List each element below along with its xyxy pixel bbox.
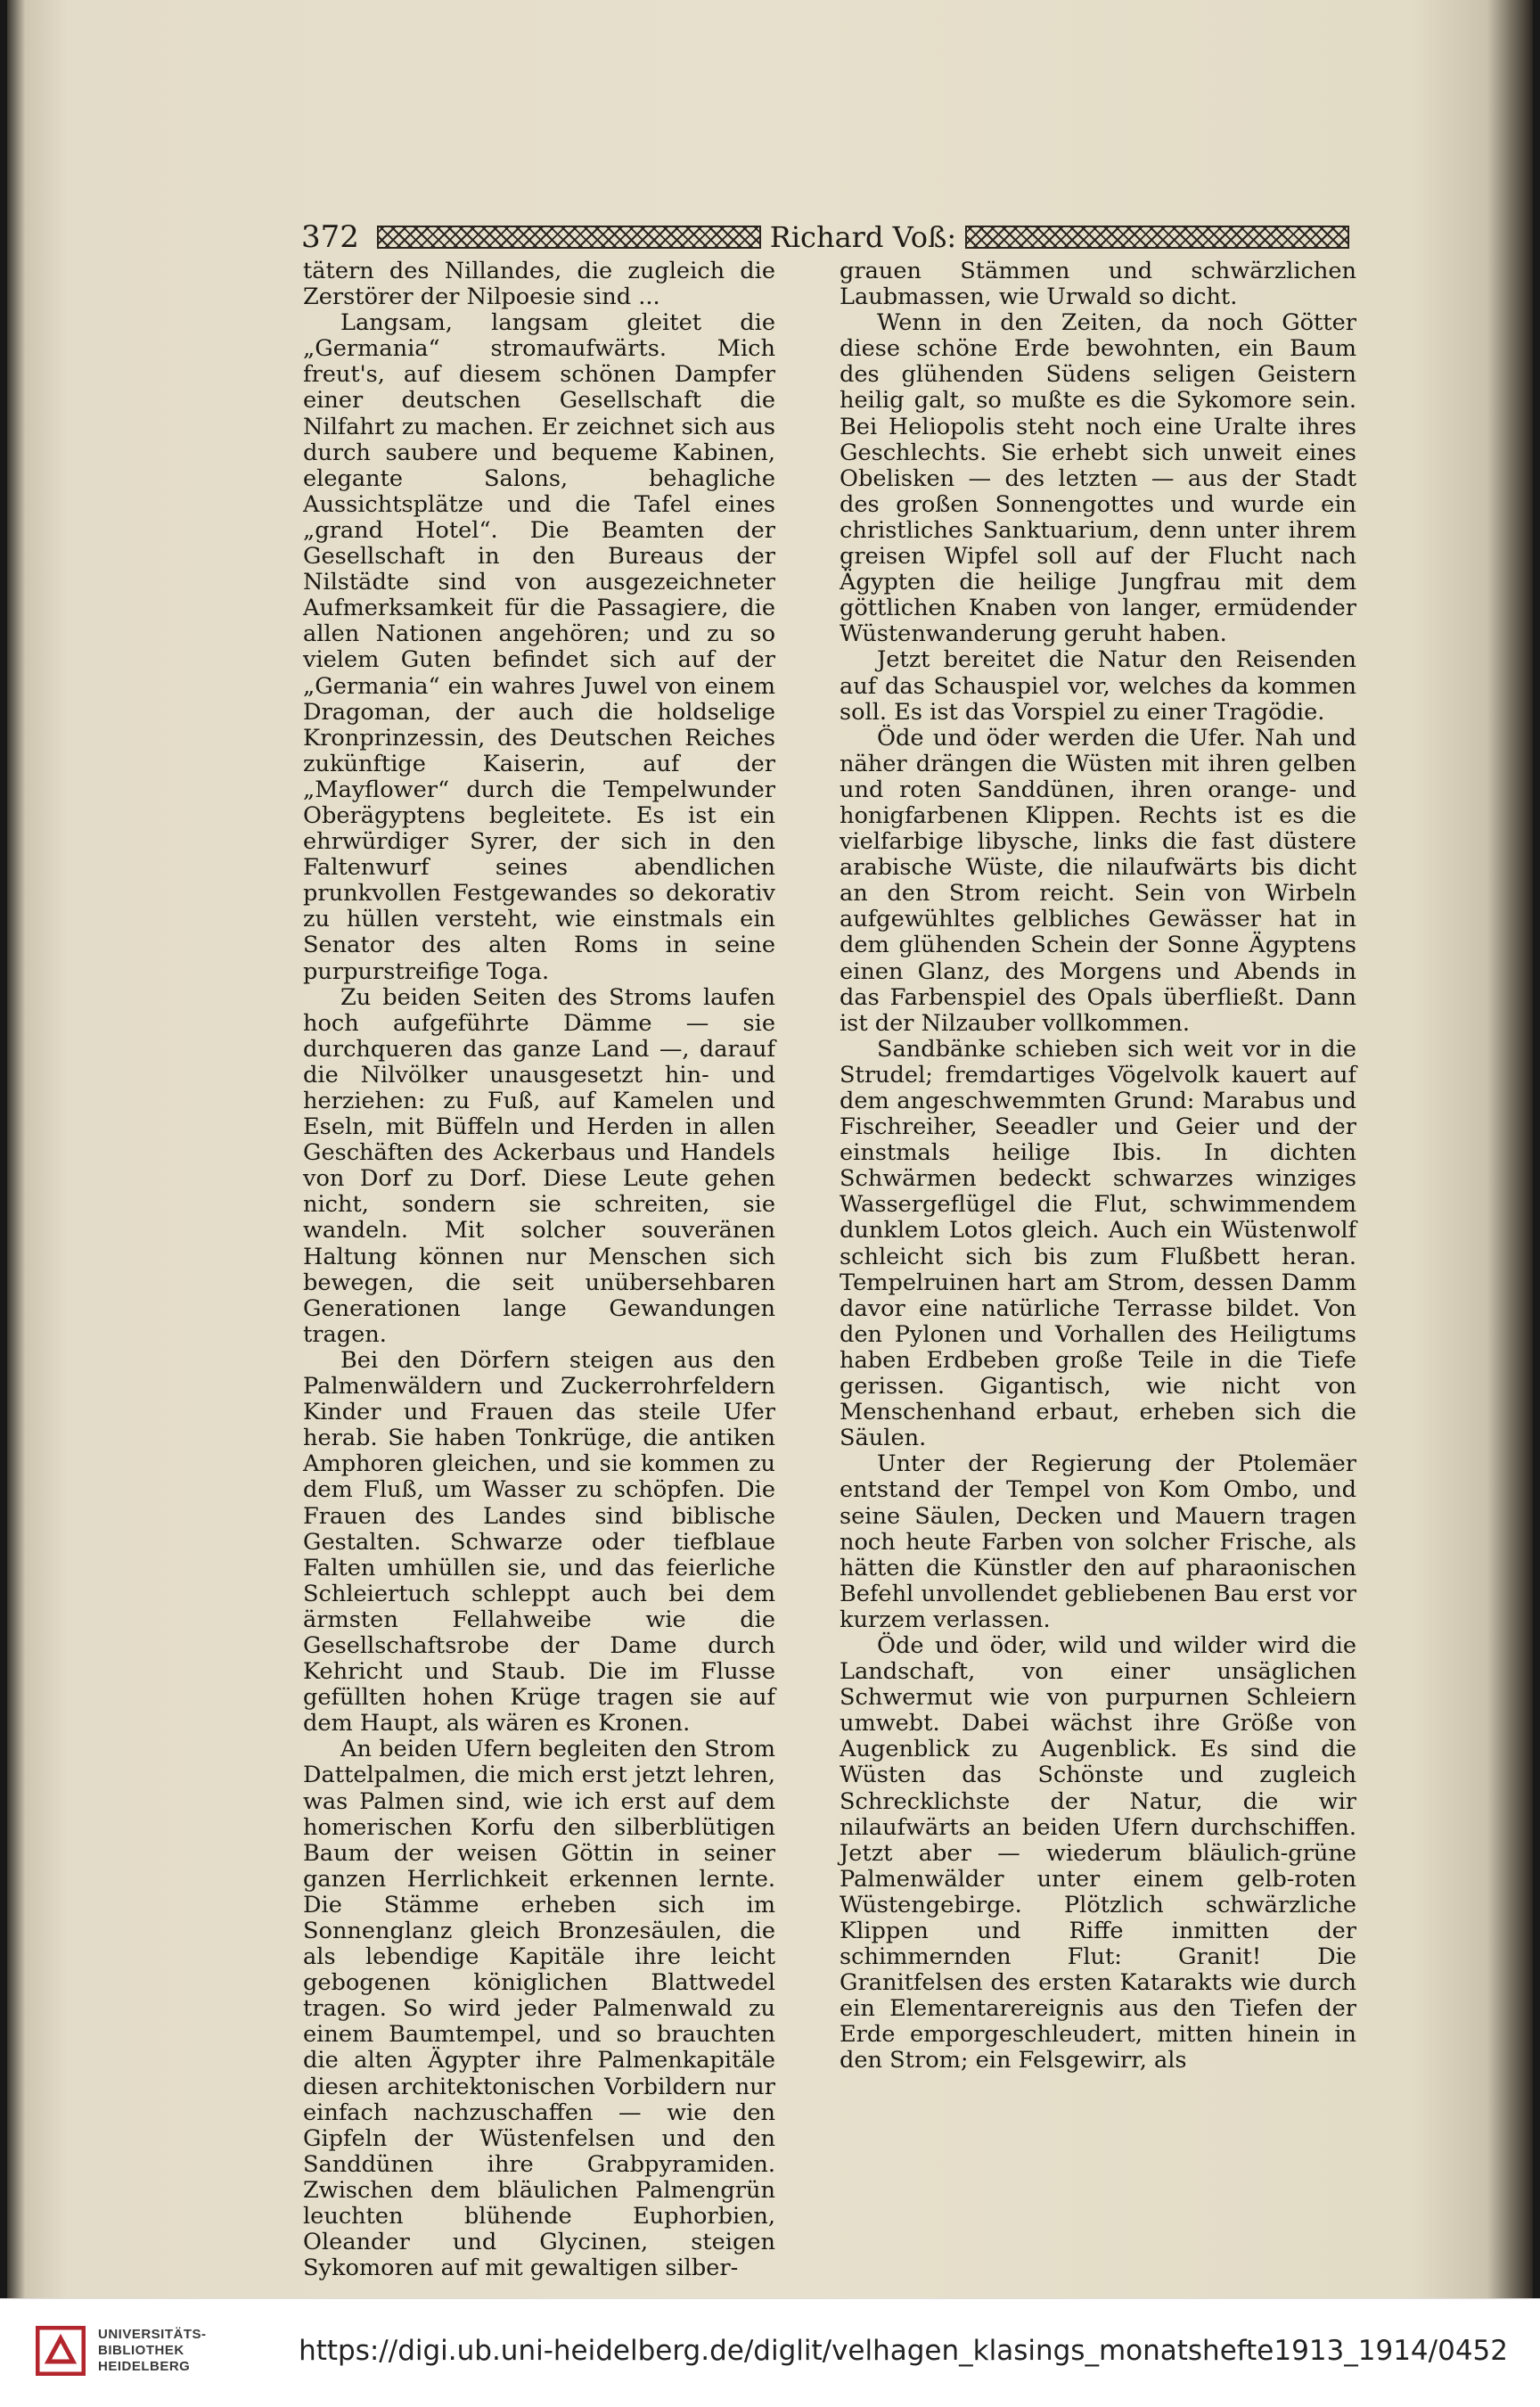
paragraph: grauen Stämmen und schwärzlichen Laubmassen, wie Urwald so dicht. bbox=[840, 258, 1356, 311]
text-column-right bbox=[840, 259, 1356, 2074]
library-logo[interactable] bbox=[36, 2326, 207, 2376]
library-name-line: HEIDELBERG bbox=[98, 2359, 191, 2374]
library-logo-icon bbox=[36, 2326, 86, 2376]
paragraph: Unter der Regierung der Ptolemäer entstand der Tempel von Kom Ombo, und seine Säulen, Decken und Mauern tragen noch heute Farben von solcher Frische, als hätten die Künstler den auf pharaonischen Befehl unvollendet gebliebenen Bau erst vor kurzem verlassen. bbox=[840, 1450, 1356, 1633]
paragraph: Wenn in den Zeiten, da noch Götter diese schöne Erde bewohnten, ein Baum des glühenden Südens seligen Geistern heilig galt, so mußte es die Sykomore sein. Bei Heliopolis steht noch eine Uralte ihres Geschlechts. Sie erhebt sich unweit eines Obelisken — des letzten — aus der Stadt des großen Sonnengottes und wurde ein christliches Sanktuarium, denn unter ihrem greisen Wipfel soll auf der Flucht nach Ägypten die heilige Jungfrau mit dem göttlichen Knaben von langer, ermüdender Wüstenwanderung geruht haben. bbox=[840, 309, 1356, 648]
permalink-url[interactable]: https://digi.ub.uni-heidelberg.de/diglit/velhagen_klasings_monatshefte1913_1914/0452 bbox=[299, 2335, 1508, 2367]
library-name-line: BIBLIOTHEK bbox=[98, 2343, 184, 2358]
library-name bbox=[98, 2327, 207, 2375]
paragraph: tätern des Nillandes, die zugleich die Zerstörer der Nilpoesie sind ... bbox=[303, 258, 775, 311]
paragraph: Öde und öder, wild und wilder wird die Landschaft, von einer unsäglichen Schwermut wie von purpurnen Schleiern umwebt. Dabei wächst ihre Größe von Augenblick zu Augenblick. Es sind die Wüsten das Schönste und zugleich Schrecklichste der Natur, die wir nilaufwärts an beiden Ufern durchschiffen. Jetzt aber — wiederum bläulich-grüne Palmenwälder unter einem gelb-roten Wüstengebirge. Plötzlich schwärzliche Klippen und Riffe inmitten der schimmernden Flut: Granit! Die Granitfelsen des ersten Katarakts wie durch ein Elementarereignis aus den Tiefen der Erde emporgeschleudert, mitten hinein in den Strom; ein Felsgewirr, als bbox=[840, 1631, 1356, 2074]
paragraph: Öde und öder werden die Ufer. Nah und näher drängen die Wüsten mit ihren gelben und roten Sanddünen, ihren orange- und honigfarbenen Klippen. Rechts ist es die vielfarbige libysche, links die fast düstere arabische Wüste, die nilaufwärts bis dicht an den Strom reicht. Sein von Wirbeln aufgewühltes gelbliches Gewässer hat in dem glühenden Schein der Sonne Ägyptens einen Glanz, des Morgens und Abends in das Farbenspiel des Opals überfließt. Dann ist der Nilzauber vollkommen. bbox=[840, 724, 1356, 1037]
header-ornament-right bbox=[965, 226, 1349, 249]
paragraph: An beiden Ufern begleiten den Strom Dattelpalmen, die mich erst jetzt lehren, was Palmen sind, wie ich erst auf dem homerischen Korfu den silberblütigen Baum der weisen Göttin in seiner ganzen Herrlichkeit erkennen lernte. Die Stämme erheben sich im Sonnenglanz gleich Bronzesäulen, die als lebendige Kapitäle ihre leicht gebogenen königlichen Blattwedel tragen. So wird jeder Palmenwald zu einem Baumtempel, und so brauchten die alten Ägypter ihre Palmenkapitäle diesen architektonischen Vorbildern nur einfach nachzuschaffen — wie den Gipfeln der Wüstenfelsen und den Sanddünen ihre Grabpyramiden. Zwischen dem bläulichen Palmengrün leuchten blühende Euphorbien, Oleander und Glycinen, steigen Sykomoren auf mit gewaltigen silber- bbox=[303, 1736, 775, 2282]
text-column-left bbox=[303, 259, 775, 2281]
viewer-footer bbox=[0, 2298, 1540, 2407]
paragraph: Langsam, langsam gleitet die „Germania“ stromaufwärts. Mich freut's, auf diesem schönen Dampfer einer deutschen Gesellschaft die Nilfahrt zu machen. Er zeichnet sich aus durch saubere und bequeme Kabinen, elegante Salons, behagliche Aussichtsplätze und die Tafel eines „grand Hotel“. Die Beamten der Gesellschaft in den Bureaus der Nilstädte sind von ausgezeichneter Aufmerksamkeit für die Passagiere, die allen Nationen angehören; und zu so vielem Guten befindet sich auf der „Germania“ ein wahres Juwel von einem Dragoman, der auch die holdselige Kronprinzessin, des Deutschen Reiches zukünftige Kaiserin, auf der „Mayflower“ durch die Tempelwunder Oberägyptens begleitete. Es ist ein ehrwürdiger Syrer, der sich in den Faltenwurf seines abendlichen prunkvollen Festgewandes so dekorativ zu hüllen versteht, wie einstmals ein Senator des alten Roms in seine purpurstreifige Toga. bbox=[303, 309, 775, 985]
paragraph: Zu beiden Seiten des Stroms laufen hoch aufgeführte Dämme — sie durchqueren das ganze Land —, darauf die Nilvölker unausgesetzt hin- und herziehen: zu Fuß, auf Kamelen und Eseln, mit Büffeln und Herden in allen Geschäften des Ackerbaus und Handels von Dorf zu Dorf. Diese Leute gehen nicht, sondern sie schreiten, sie wandeln. Mit solcher souveränen Haltung können nur Menschen sich bewegen, die seit unübersehbaren Generationen lange Gewandungen tragen. bbox=[303, 983, 775, 1348]
scanned-page bbox=[7, 0, 1533, 2298]
header-ornament-left bbox=[377, 226, 761, 249]
running-head: Richard Voß: bbox=[769, 220, 957, 254]
page-number: 372 bbox=[301, 219, 359, 255]
paragraph: Sandbänke schieben sich weit vor in die Strudel; fremdartiges Vögelvolk kauert auf dem angeschwemmten Grund: Marabus und Fischreiher, Seeadler und Geier und der einstmals heilige Ibis. In dichten Schwärmen bedeckt schwarzes winziges Wassergeflügel die Flut, schwimmendem dunklem Lotos gleich. Auch ein Wüstenwolf schleicht sich bis zum Flußbett heran. Tempelruinen hart am Strom, dessen Damm davor eine natürliche Terrasse bildet. Von den Pylonen und Vorhallen des Heiligtums haben Erdbeben große Teile in die Tiefe gerissen. Gigantisch, wie nicht von Menschenhand erbaut, erheben sich die Säulen. bbox=[840, 1035, 1356, 1452]
page-header bbox=[301, 219, 1358, 255]
library-name-line: UNIVERSITÄTS- bbox=[98, 2327, 207, 2342]
paragraph: Bei den Dörfern steigen aus den Palmenwäldern und Zuckerrohrfeldern Kinder und Frauen das steile Ufer herab. Sie haben Tonkrüge, die antiken Amphoren gleichen, und sie kommen zu dem Fluß, um Wasser zu schöpfen. Die Frauen des Landes sind biblische Gestalten. Schwarze oder tiefblaue Falten umhüllen sie, und das feierliche Schleiertuch schleppt auch bei dem ärmsten Fellahweibe wie die Gesellschaftsrobe der Dame durch Kehricht und Staub. Die im Flusse gefüllten hohen Krüge tragen sie auf dem Haupt, als wären es Kronen. bbox=[303, 1346, 775, 1737]
paragraph: Jetzt bereitet die Natur den Reisenden auf das Schauspiel vor, welches da kommen soll. Es ist das Vorspiel zu einer Tragödie. bbox=[840, 646, 1356, 726]
